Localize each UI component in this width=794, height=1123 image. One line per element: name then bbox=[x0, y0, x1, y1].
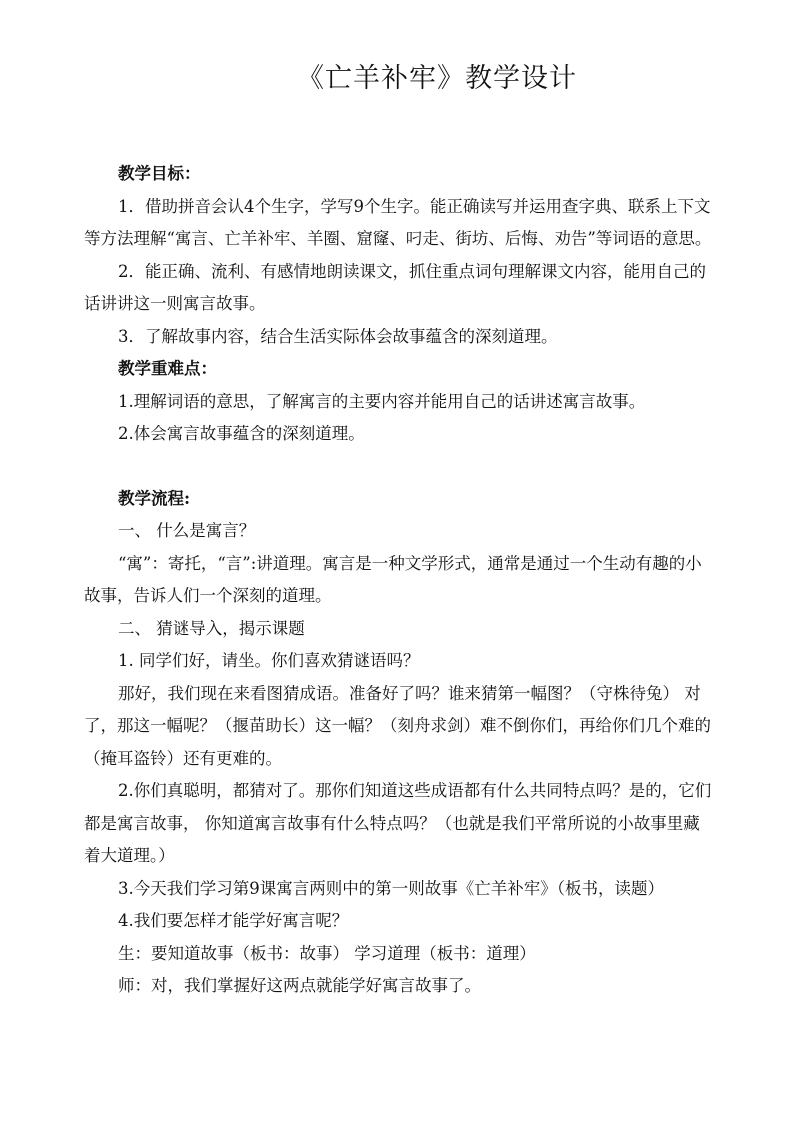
key-point-item: 1.理解词语的意思，了解寓言的主要内容并能用自己的话讲述寓言故事。 bbox=[118, 391, 646, 411]
objective-item: 3．了解故事内容，结合生活实际体会故事蕴含的深刻道理。 bbox=[118, 326, 558, 346]
objective-item: 1．借助拼音会认4个生字，学写9个生字。能正确读写并运用查字典、联系上下文等方法理解“寓言、亡羊补牢、羊圈、窟窿、叼走、街坊、后悔、劝告”等词语的意思。 bbox=[84, 196, 712, 248]
section-1-title: 一、 什么是寓言？ bbox=[118, 521, 256, 540]
objective-item: 2．能正确、流利、有感情地朗读课文，抓住重点词句理解课文内容，能用自己的话讲讲这一则寓言故事。 bbox=[84, 261, 706, 313]
key-point-item: 2.体会寓言故事蕴含的深刻道理。 bbox=[118, 424, 365, 443]
objectives-heading: 教学目标： bbox=[118, 164, 201, 183]
process-paragraph: 生：要知道故事（板书：故事） 学习道理（板书：道理） bbox=[118, 943, 536, 963]
process-paragraph: 1. 同学们好，请坐。你们喜欢猜谜语吗？ bbox=[118, 651, 420, 670]
process-paragraph: 2.你们真聪明，都猜对了。那你们知道这些成语都有什么共同特点吗？是的，它们都是寓言故事， 你知道寓言故事有什么特点吗？（也就是我们平常所说的小故事里藏着大道理。） bbox=[84, 781, 712, 865]
section-1-text: “寓”：寄托，“言”:讲道理。寓言是一种文学形式，通常是通过一个生动有趣的小故事，告诉人们一个深刻的道理。 bbox=[84, 553, 702, 605]
process-paragraph: 那好，我们现在来看图猜成语。准备好了吗？谁来猜第一幅图？（守株待兔） 对了，那这一幅呢？（揠苗助长）这一幅？（刻舟求剑）难不倒你们，再给你们几个难的（掩耳盗铃）还有更难的。 bbox=[84, 683, 711, 768]
document-title: 《亡羊补牢》教学设计 bbox=[297, 63, 577, 94]
section-2-title: 二、 猜谜导入，揭示课题 bbox=[118, 618, 305, 638]
key-points-heading: 教学重难点： bbox=[118, 359, 217, 378]
process-paragraph: 师：对，我们掌握好这两点就能学好寓言故事了。 bbox=[118, 976, 481, 995]
spacer bbox=[84, 451, 714, 483]
process-paragraph: 4.我们要怎样才能学好寓言呢？ bbox=[118, 911, 349, 930]
process-heading: 教学流程: bbox=[118, 488, 191, 508]
document-body bbox=[84, 158, 714, 1003]
process-paragraph: 3.今天我们学习第9课寓言两则中的第一则故事《亡羊补牢》（板书，读题） bbox=[118, 878, 664, 898]
